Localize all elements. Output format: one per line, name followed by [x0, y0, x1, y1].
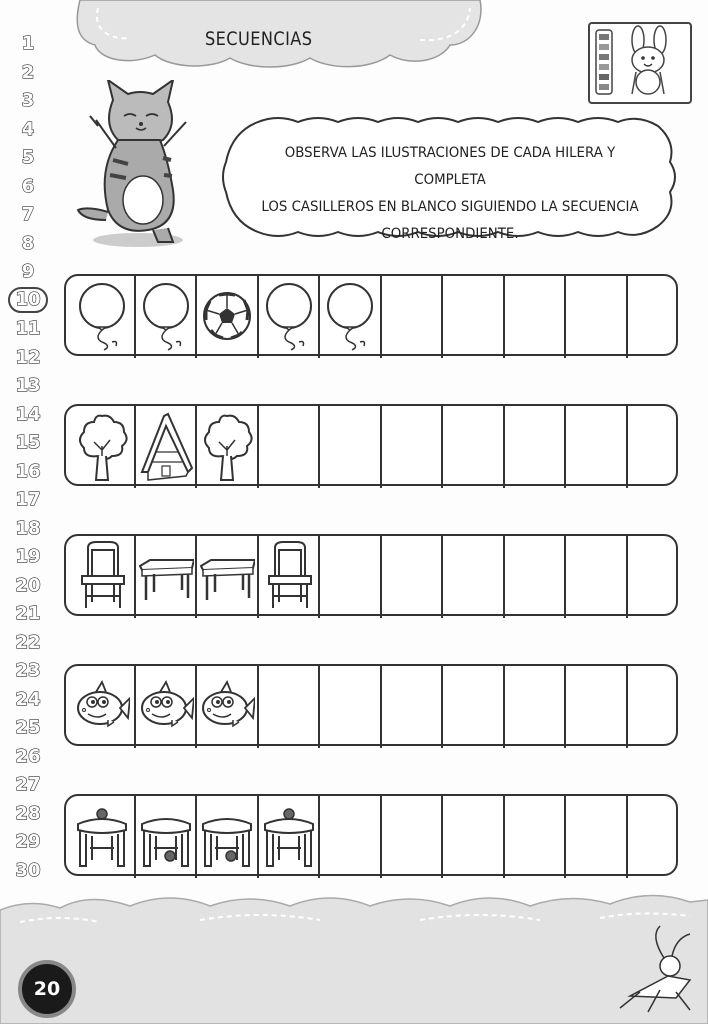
sequence-cell-tree [195, 406, 257, 488]
fish-icon [138, 670, 194, 742]
line-number: 19 [15, 546, 41, 567]
sequence-cell-blank[interactable] [441, 666, 503, 748]
line-number: 21 [15, 603, 41, 624]
page-number: 20 [18, 960, 76, 1018]
sequence-cell-blank[interactable] [564, 406, 626, 488]
sequence-cell-table [195, 536, 257, 618]
chair-icon [74, 540, 130, 612]
sequence-cell-blank[interactable] [626, 536, 688, 618]
sequence-cell-house [134, 406, 196, 488]
table-icon [138, 540, 194, 612]
balloon-icon [261, 280, 317, 352]
page-title: SECUENCIAS [205, 28, 313, 50]
sequence-cell-balloon [257, 276, 319, 358]
line-number: 7 [21, 204, 35, 225]
sequence-cell-fish [72, 666, 134, 748]
line-number: 20 [15, 574, 41, 596]
table-icon [199, 540, 255, 612]
line-number: 4 [21, 118, 35, 140]
sequence-cell-blank[interactable] [380, 666, 442, 748]
balloon-icon [74, 280, 130, 352]
sequence-cell-blank[interactable] [503, 406, 565, 488]
sequence-cell-blank[interactable] [318, 666, 380, 748]
line-number: 27 [15, 774, 41, 795]
sequence-cell-fish [134, 666, 196, 748]
sequence-cell-blank[interactable] [380, 406, 442, 488]
fish-icon [199, 670, 255, 742]
instruction-line-3: CORRESPONDIENTE. [381, 226, 519, 242]
line-number: 14 [15, 403, 41, 425]
instruction-text [252, 140, 648, 248]
sequence-cell-blank[interactable] [626, 406, 688, 488]
sequence-cell-blank[interactable] [441, 406, 503, 488]
bunny-icon [590, 24, 686, 98]
balloon-icon [138, 280, 194, 352]
line-number: 23 [15, 660, 41, 681]
line-number: 5 [21, 147, 35, 168]
line-number: 29 [15, 831, 41, 852]
sequence-cell-blank[interactable] [318, 536, 380, 618]
sequence-cell-balloon [134, 276, 196, 358]
sequence-cell-blank[interactable] [380, 276, 442, 358]
line-number: 18 [15, 517, 41, 539]
sequence-cell-blank[interactable] [626, 276, 688, 358]
sequence-cell-balloon [72, 276, 134, 358]
soccer-ball-icon [199, 280, 255, 352]
line-number: 15 [15, 432, 41, 453]
tree-icon [74, 410, 130, 482]
sequence-cell-blank[interactable] [257, 666, 319, 748]
sequence-cell-balloon [318, 276, 380, 358]
bunny-badge [588, 22, 692, 104]
line-number: 13 [15, 375, 41, 396]
sequence-cell-blank[interactable] [564, 666, 626, 748]
instruction-line-1: OBSERVA LAS ILUSTRACIONES DE CADA HILERA Y COMPLETA [284, 145, 616, 188]
instruction-line-2: LOS CASILLEROS EN BLANCO SIGUIENDO LA SECUENCIA [261, 199, 639, 215]
bottom-cloud-decoration [0, 880, 708, 1024]
sequence-cell-blank[interactable] [564, 796, 626, 878]
sequence-cell-blank[interactable] [318, 796, 380, 878]
stool-icon [261, 800, 317, 872]
tree-icon [199, 410, 255, 482]
line-number: 2 [21, 61, 35, 83]
line-number: 22 [15, 631, 41, 653]
line-number-highlighted: 10 [8, 287, 48, 313]
line-number: 12 [15, 346, 41, 368]
sequence-cell-blank[interactable] [257, 406, 319, 488]
sequence-cell-blank[interactable] [380, 536, 442, 618]
sequence-cell-ball [195, 276, 257, 358]
line-number: 9 [21, 261, 35, 282]
sequence-cell-blank[interactable] [441, 276, 503, 358]
sequence-cell-blank[interactable] [441, 536, 503, 618]
line-number: 17 [15, 489, 41, 510]
line-number: 25 [15, 717, 41, 738]
sequence-cell-chair [72, 536, 134, 618]
sequence-cell-blank[interactable] [318, 406, 380, 488]
sequence-cell-stool-ball-top [257, 796, 319, 878]
house-icon [138, 410, 194, 482]
sequence-cell-stool-ball-top [72, 796, 134, 878]
line-number: 26 [15, 745, 41, 767]
balloon-icon [322, 280, 378, 352]
sequence-row-stools [64, 794, 678, 876]
line-number: 28 [15, 802, 41, 824]
sequence-cell-blank[interactable] [503, 536, 565, 618]
chair-icon [261, 540, 317, 612]
sequence-cell-stool-ball-under [134, 796, 196, 878]
line-number: 30 [15, 859, 41, 881]
sequence-row-fish [64, 664, 678, 746]
line-number: 3 [21, 90, 35, 111]
sequence-row-balloons [64, 274, 678, 356]
sequence-row-trees [64, 404, 678, 486]
line-number: 16 [15, 460, 41, 482]
sequence-cell-blank[interactable] [564, 536, 626, 618]
sequence-cell-blank[interactable] [503, 666, 565, 748]
sequence-cell-blank[interactable] [626, 666, 688, 748]
sequence-cell-blank[interactable] [564, 276, 626, 358]
stool-icon [74, 800, 130, 872]
sequence-cell-stool-ball-under [195, 796, 257, 878]
line-number: 11 [15, 318, 41, 339]
sequence-cell-blank[interactable] [380, 796, 442, 878]
fish-icon [74, 670, 130, 742]
sequence-cell-blank[interactable] [626, 796, 688, 878]
sequence-cell-blank[interactable] [503, 276, 565, 358]
cat-illustration [68, 80, 198, 250]
line-number: 8 [21, 232, 35, 254]
sequence-cell-table [134, 536, 196, 618]
line-number: 6 [21, 175, 35, 197]
sequence-cell-blank[interactable] [441, 796, 503, 878]
sequence-row-furniture [64, 534, 678, 616]
sequence-cell-fish [195, 666, 257, 748]
line-number: 24 [15, 688, 41, 710]
sequence-cell-chair [257, 536, 319, 618]
sequence-cell-blank[interactable] [503, 796, 565, 878]
line-number: 1 [21, 33, 35, 54]
sequence-cell-tree [72, 406, 134, 488]
stool-icon [199, 800, 255, 872]
stool-icon [138, 800, 194, 872]
